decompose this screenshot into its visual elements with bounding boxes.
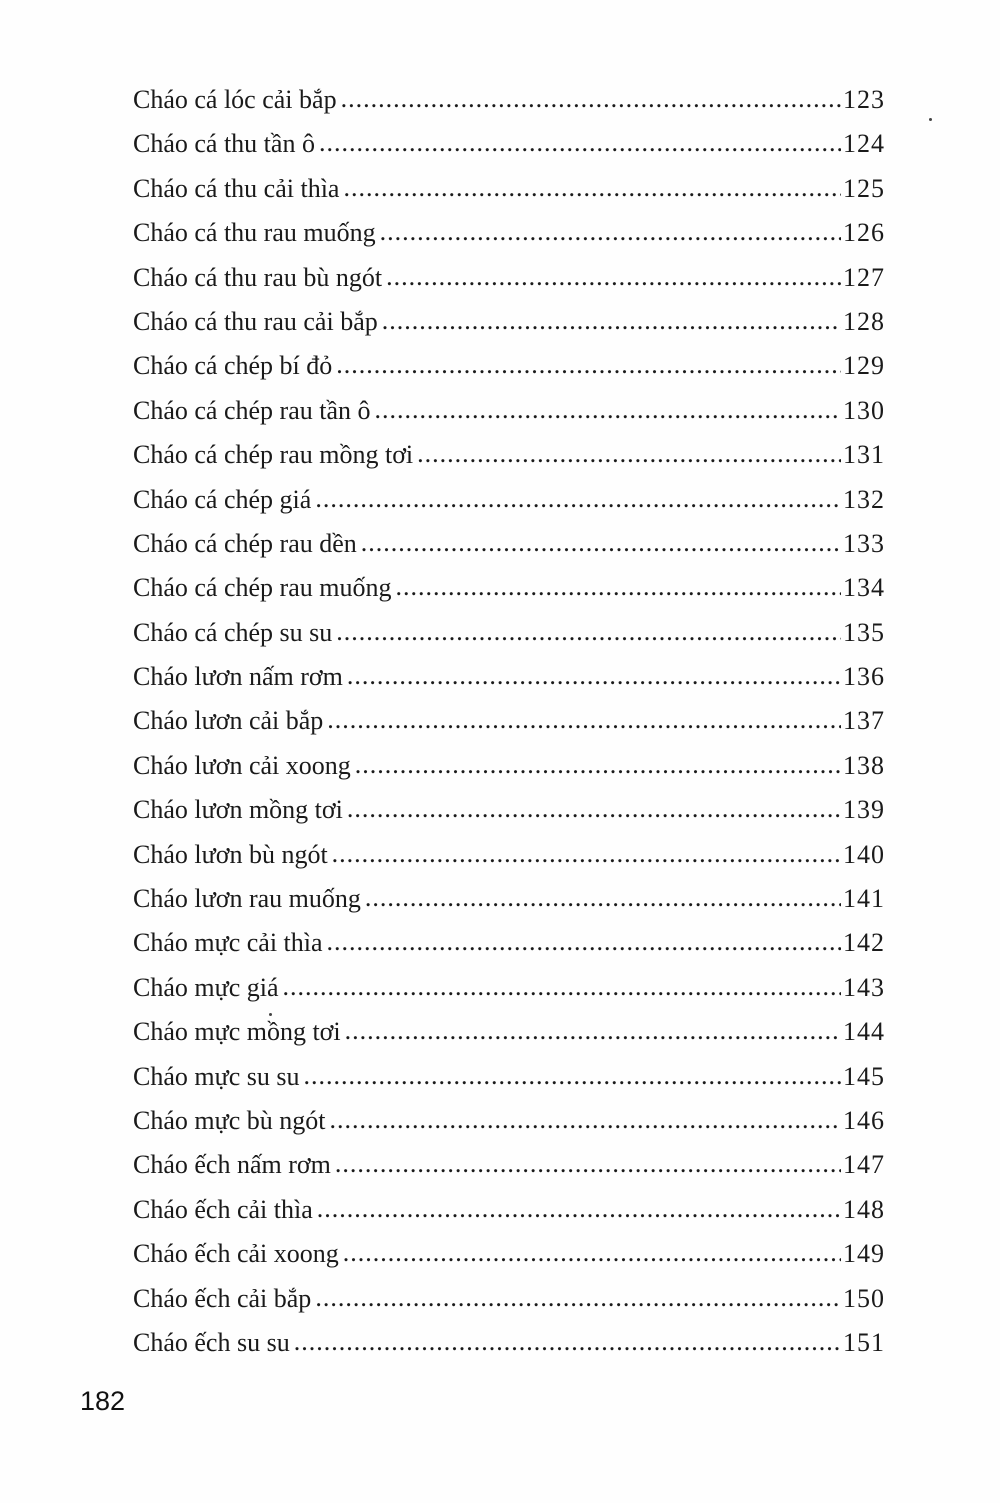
dot-leader: [294, 1320, 841, 1364]
toc-entry-title: Cháo mực mồng tơi: [133, 1017, 341, 1047]
toc-entry-page: 135: [843, 617, 885, 647]
toc-entry-title: Cháo mực su su: [133, 1061, 300, 1091]
toc-entry-page: 151: [843, 1327, 885, 1357]
toc-entry-page: 144: [843, 1017, 885, 1047]
toc-entry-page: 134: [843, 573, 885, 603]
toc-entry-page: 124: [843, 129, 885, 159]
toc-entry-page: 126: [843, 218, 885, 248]
toc-entry: [133, 344, 885, 388]
toc-entry: [133, 611, 885, 655]
toc-entry-title: Cháo cá lóc cải bắp: [133, 85, 337, 114]
dot-leader: [336, 343, 841, 387]
toc-entry-title: Cháo cá chép bí đỏ: [133, 351, 333, 381]
toc-entry: [133, 699, 885, 743]
page-number: 182: [80, 1386, 126, 1416]
toc-entry-page: 149: [843, 1239, 885, 1269]
dot-leader: [380, 210, 841, 254]
toc-entry-page: 138: [843, 750, 885, 780]
dot-leader: [336, 610, 841, 654]
toc-entry: [133, 1143, 885, 1187]
dot-leader: [347, 787, 841, 831]
toc-entry-title: Cháo lươn bù ngót: [133, 839, 328, 869]
toc-entry-title: Cháo ếch cải bắp: [133, 1283, 312, 1313]
toc-entry: [133, 744, 885, 788]
toc-entry: [133, 211, 885, 255]
dot-leader: [386, 255, 841, 299]
toc-entry-page: 148: [843, 1194, 885, 1224]
toc-entry: [133, 788, 885, 832]
print-speck: [269, 1013, 272, 1016]
dot-leader: [382, 299, 841, 343]
toc-entry-page: 133: [843, 528, 885, 558]
dot-leader: [283, 965, 841, 1009]
dot-leader: [319, 121, 841, 165]
toc-entry-title: Cháo lươn nấm rơm: [133, 662, 343, 692]
toc-entry-page: 125: [843, 173, 885, 203]
toc-entry: [133, 966, 885, 1010]
dot-leader: [315, 1276, 841, 1320]
toc-entry-title: Cháo cá chép giá: [133, 484, 312, 514]
toc-entry-title: Cháo lươn mồng tơi: [133, 795, 343, 825]
toc-entry-title: Cháo cá chép rau dền: [133, 528, 357, 558]
toc-entry-title: Cháo lươn cải bắp: [133, 706, 324, 736]
toc-entry-page: 131: [843, 440, 885, 470]
table-of-contents: [133, 78, 885, 1365]
toc-entry-page: 145: [843, 1061, 885, 1091]
toc-entry-page: 128: [843, 306, 885, 336]
dot-leader: [343, 1231, 841, 1275]
toc-entry-title: Cháo cá chép rau mồng tơi: [133, 440, 414, 470]
toc-entry-title: Cháo lươn cải xoong: [133, 750, 351, 780]
dot-leader: [347, 654, 841, 698]
toc-entry-page: 130: [843, 395, 885, 425]
toc-entry-title: Cháo cá chép rau muống: [133, 573, 392, 603]
toc-entry-title: Cháo mực giá: [133, 972, 279, 1002]
toc-entry: [133, 300, 885, 344]
toc-entry: [133, 1055, 885, 1099]
print-speck: [929, 118, 932, 121]
dot-leader: [417, 432, 841, 476]
dot-leader: [315, 477, 841, 521]
toc-entry-page: 150: [843, 1283, 885, 1313]
dot-leader: [317, 1187, 841, 1231]
toc-entry: [133, 1232, 885, 1276]
toc-entry: [133, 1277, 885, 1321]
toc-entry: [133, 1188, 885, 1232]
toc-entry-title: Cháo cá thu rau muống: [133, 218, 376, 248]
toc-entry: [133, 833, 885, 877]
toc-entry-title: Cháo ếch su su: [133, 1327, 290, 1357]
toc-entry: [133, 167, 885, 211]
dot-leader: [329, 1098, 841, 1142]
dot-leader: [343, 166, 841, 210]
dot-leader: [332, 832, 841, 876]
dot-leader: [395, 565, 841, 609]
toc-entry: [133, 1010, 885, 1054]
dot-leader: [361, 521, 841, 565]
dot-leader: [327, 698, 841, 742]
toc-entry: [133, 256, 885, 300]
toc-entry-title: Cháo mực cải thìa: [133, 928, 323, 958]
toc-entry-title: Cháo cá chép rau tần ô: [133, 395, 371, 425]
toc-entry-page: 129: [843, 351, 885, 381]
toc-entry: [133, 433, 885, 477]
toc-entry-title: Cháo cá chép su su: [133, 617, 333, 647]
dot-leader: [327, 920, 841, 964]
dot-leader: [355, 743, 841, 787]
toc-entry-page: 137: [843, 706, 885, 736]
dot-leader: [345, 1009, 841, 1053]
toc-entry-page: 142: [843, 928, 885, 958]
toc-entry-title: Cháo cá thu rau bù ngót: [133, 262, 383, 292]
toc-entry-title: Cháo ếch cải xoong: [133, 1239, 339, 1269]
toc-entry-title: Cháo ếch cải thìa: [133, 1194, 313, 1224]
toc-entry-page: 140: [843, 839, 885, 869]
toc-entry-title: Cháo mực bù ngót: [133, 1105, 326, 1135]
toc-entry-page: 147: [843, 1150, 885, 1180]
toc-entry-page: 132: [843, 484, 885, 514]
dot-leader: [365, 876, 841, 920]
toc-entry: [133, 389, 885, 433]
toc-entry: [133, 921, 885, 965]
toc-entry-page: 141: [843, 884, 885, 914]
dot-leader: [335, 1142, 841, 1186]
toc-entry: [133, 566, 885, 610]
toc-entry-title: Cháo lươn rau muống: [133, 884, 361, 914]
toc-entry-title: Cháo cá thu tần ô: [133, 129, 315, 159]
toc-entry-page: 136: [843, 662, 885, 692]
toc-entry: [133, 78, 885, 122]
toc-entry: [133, 655, 885, 699]
dot-leader: [303, 1054, 841, 1098]
toc-entry: [133, 877, 885, 921]
toc-entry: [133, 478, 885, 522]
toc-entry-page: 123: [843, 85, 885, 114]
toc-entry-title: Cháo cá thu cải thìa: [133, 173, 340, 203]
toc-entry: [133, 1321, 885, 1365]
toc-entry-page: 146: [843, 1105, 885, 1135]
toc-entry-page: 143: [843, 972, 885, 1002]
toc-entry: [133, 122, 885, 166]
toc-entry-page: 139: [843, 795, 885, 825]
toc-entry-title: Cháo ếch nấm rơm: [133, 1150, 331, 1180]
dot-leader: [375, 388, 841, 432]
toc-entry-page: 127: [843, 262, 885, 292]
toc-entry: [133, 522, 885, 566]
dot-leader: [341, 77, 841, 121]
toc-entry-title: Cháo cá thu rau cải bắp: [133, 306, 378, 336]
toc-entry: [133, 1099, 885, 1143]
